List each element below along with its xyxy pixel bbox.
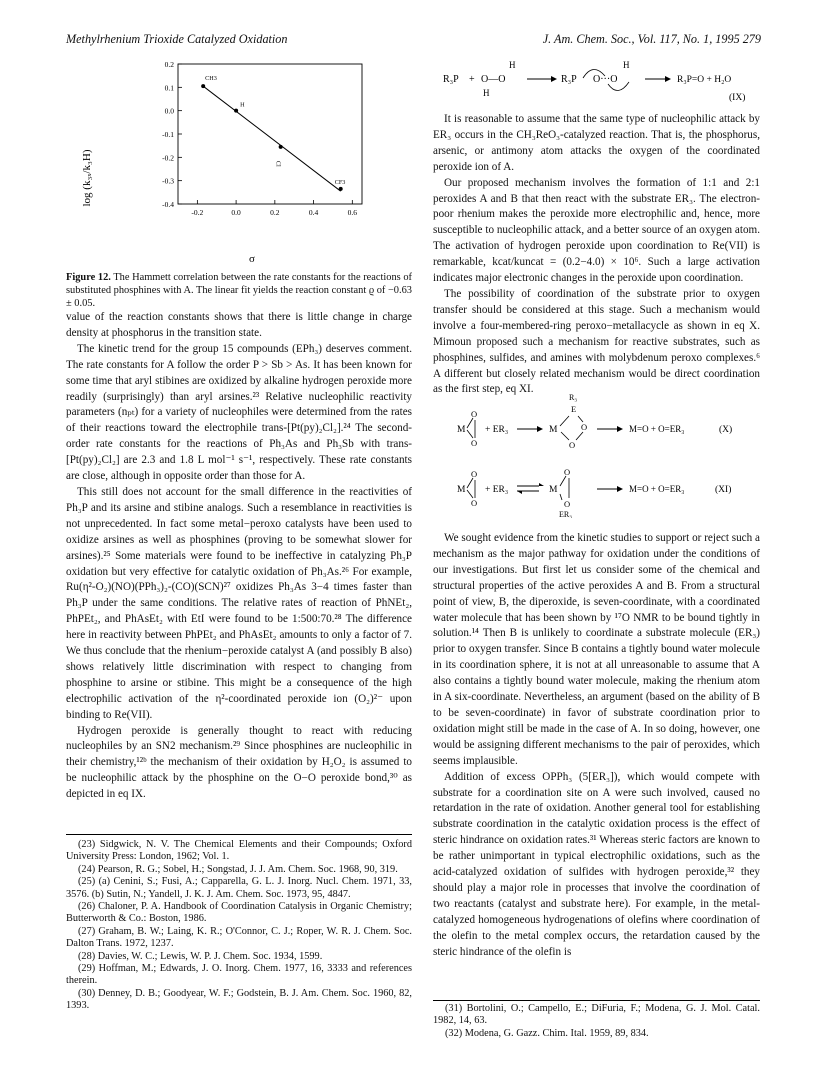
data-point-label: CF3 xyxy=(334,178,346,186)
scheme-xi-product: M=O + O=ER₃ xyxy=(629,484,685,494)
scheme-x-r3: R₃ xyxy=(569,393,578,402)
x-axis-label: σ xyxy=(249,253,255,265)
scheme-xi xyxy=(457,467,731,518)
equation-number: (XI) xyxy=(715,485,732,495)
svg-text:M: M xyxy=(457,485,466,495)
arrow-head xyxy=(551,76,557,82)
scheme-ix-h-top: H xyxy=(509,60,516,70)
chart-axes xyxy=(162,60,362,217)
chart-points xyxy=(201,75,345,191)
reference-item: (25) (a) Cenini, S.; Fusi, A.; Capparella, G. L. J. Inorg. Nucl. Chem. 1971, 33, 3576. (b) Sutin, N.; Yandell, J. K. J. Am. Chem. Soc. 1973, 95, 4847. xyxy=(66,876,412,900)
y-tick-label: -0.1 xyxy=(162,130,174,139)
data-point xyxy=(234,109,238,113)
paragraph: The possibility of coordination of the substrate prior to oxygen transfer should be considered at this stage. Such a mechanism would involve a four-membered-ring peroxo−metallacycle as shown in eq X. Mimoun proposed such a mechanism for reactive substrates, such as phosphines, sulfides, and amines with molybdenum peroxo complexes.⁶ A different but closely related mechanism would be direct coordination as the first step, eq XI. xyxy=(433,287,760,396)
svg-text:O: O xyxy=(564,499,571,509)
references-right xyxy=(433,1003,760,1040)
running-header xyxy=(66,32,761,48)
figure-caption-text: The Hammett correlation between the rate constants for the reactions of substituted phosphines with A. The linear fit yields the reaction constant ϱ of −0.63 ± 0.05. xyxy=(66,272,412,310)
equation-number: (X) xyxy=(719,425,733,435)
y-tick-label: 0.2 xyxy=(164,60,174,69)
scheme-x xyxy=(457,393,732,450)
scheme-ix-ts-r3p: R₃P xyxy=(561,74,577,85)
svg-text:M: M xyxy=(549,425,558,435)
scheme-ix-plus: + xyxy=(469,74,475,85)
y-tick-label: -0.4 xyxy=(162,200,174,209)
svg-text:M: M xyxy=(549,485,558,495)
arrow-head xyxy=(617,486,623,492)
scheme-xi-er3: ER₃ xyxy=(559,510,573,518)
y-tick-label: 0.1 xyxy=(164,83,174,93)
svg-text:O: O xyxy=(471,469,478,479)
arrow-head xyxy=(617,426,623,432)
reference-item: (32) Modena, G. Gazz. Chim. Ital. 1959, 89, 834. xyxy=(445,1027,649,1039)
equation-number: (IX) xyxy=(729,93,746,103)
svg-text:O: O xyxy=(569,440,576,450)
paragraph: We sought evidence from the kinetic studies to support or reject such a mechanism as the major pathway for oxidation under the conditions of our investigations. But first let us consider some of the chemical and structural properties of the active peroxides A and B. From a structural point of view, B, the diperoxide, is seven-coordinate, with a coordinated water molecule that has been shown by ¹⁷O NMR to be bound tightly in solution.¹⁴ Then B is unlikely to coordinate a substrate molecule (ER₃) prior to oxygen transfer. Since B contains a tightly bound water molecule in its coordination sphere, it is not at all unreasonable to assume that A also contains a tightly bound water molecule, making the rhenium atom in A six-coordinate. Nevertheless, an argument (based on the ability of B to be seven-coordinate) in favor of substrate coordination prior to oxidation might still be made in the case of A. In so doing, however, one would be assigning different mechanisms to the pair of peroxides, which seems implausible. xyxy=(433,532,760,767)
right-column-bottom xyxy=(433,531,760,960)
paragraph: This still does not account for the small difference in the reactivities of Ph₃P and its arsine and stibine analogs. Such a resemblance in reactivities is not unprecedented. In fact some metal−peroxo catalysts have been used to oxidize arsines as well as phosphines (proving to be somewhat slower for arsines).²⁵ Some materials were found to be ineffective in catalyzing Ph₃P oxidation but very effective for catalytic oxidation of Ph₃As.²⁶ For example, Ru(η²-O₂)(NO)(PPh₃)₂-(CO)(SCN)²⁷ oxidizes Ph₃As 3−4 times faster than Ph₃P under the same conditions. The relative rates of reaction of PhNEt₂, PhPEt₂, and PhAsEt₂ with EtI were found to be 1:500:70.²⁸ The difference here in reactivity between PhPEt₂ and PhAsEt₂ amounts to only a factor of 7. We thus conclude that the rhenium−peroxide catalyst A (and possibly B also) shows relatively little discrimination with respect to changing from phosphine to arsine or stibine. This might be a consequence of the high electrophilic activation of the η²-coordinated peroxide ion (O₂)²⁻ upon binding to Re(VII). xyxy=(66,485,412,721)
reference-item: (27) Graham, B. W.; Laing, K. R.; O'Connor, C. J.; Roper, W. R. J. Chem. Soc. Dalton Trans. 1972, 1237. xyxy=(66,925,412,950)
reference-item: (26) Chaloner, P. A. Handbook of Coordination Catalysis in Organic Chemistry; Butterworth & Co.: Boston, 1986. xyxy=(66,901,412,925)
paragraph: The kinetic trend for the group 15 compounds (EPh₃) deserves comment. The rate constants for A follow the order P > Sb > As. It has been known for some time that aryl stibines are oxidized by alkaline hydrogen peroxide more readily (surprisingly) than aryl arsines.²³ Relative nucleophilic reactivity parameters (nₚₜ) for a variety of nucleophiles were determined from the rates of their reactions toward the electrophile trans-[Pt(py)₂Cl₂].²⁴ The second-order rate constants for the reactions of Ph₃As and Ph₃Sb with trans-[Pt(py)₂Cl₂] are 2.3 and 1.8 L mol⁻¹ s⁻¹, respectively. These rate constants are close, although in opposite order than those for A. xyxy=(66,342,412,483)
data-point-label: Cl xyxy=(274,160,282,167)
paragraph: It is reasonable to assume that the same type of nucleophilic attack by ER₃ occurs in the CH₃ReO₃-catalyzed reaction. That is, the phosphorus, arsenic, or antimony atom attacks the oxygen of the coordinated peroxide ion of A. xyxy=(433,113,760,173)
svg-text:O: O xyxy=(471,438,478,448)
left-column xyxy=(66,310,412,803)
data-point-label: CH3 xyxy=(205,75,217,83)
right-column-top xyxy=(433,112,760,398)
y-tick-label: 0.0 xyxy=(164,106,174,116)
scheme-x-xi xyxy=(433,388,760,518)
y-tick-label: -0.2 xyxy=(162,153,174,163)
scheme-ix-peroxide: O—O xyxy=(481,74,506,85)
x-tick-label: -0.2 xyxy=(191,208,204,217)
svg-text:O: O xyxy=(581,422,588,432)
x-tick-label: 0.6 xyxy=(347,208,358,217)
svg-text:O: O xyxy=(471,498,478,508)
journal-citation: J. Am. Chem. Soc., Vol. 117, No. 1, 1995 279 xyxy=(542,32,761,46)
figure-caption-label: Figure 12. xyxy=(66,272,111,283)
scheme-ix-ts-h: H xyxy=(623,60,630,70)
arrow-head xyxy=(665,76,671,82)
x-tick-label: 0.0 xyxy=(231,208,241,217)
data-point xyxy=(339,187,343,191)
reference-item: (29) Hoffman, M.; Edwards, J. O. Inorg. Chem. 1977, 16, 3333 and references therein. xyxy=(66,963,412,987)
scheme-xi-reactant: + ER₃ xyxy=(485,485,509,495)
reference-item: (28) Davies, W. C.; Lewis, W. P. J. Chem. Soc. 1934, 1599. xyxy=(78,950,323,962)
scheme-x-product: M=O + O=ER₃ xyxy=(629,424,685,434)
arrow-head xyxy=(537,426,543,432)
x-tick-label: 0.2 xyxy=(270,208,280,217)
reference-item: (30) Denney, D. B.; Goodyear, W. F.; Godstein, B. J. Am. Chem. Soc. 1960, 82, 1393. xyxy=(66,987,412,1012)
paragraph: Hydrogen peroxide is generally thought to react with reducing nucleophiles by an SN2 mechanism.²⁹ Since phosphines are nucleophilic in their chemistry,¹²ᵇ the mechanism of their oxidation by H₂O₂ is assumed to be nucleophilic attack by the phosphine on the O−O peroxide bond,³⁰ as depicted in eq IX. xyxy=(66,724,412,801)
hammett-plot xyxy=(66,58,412,268)
reference-item: (31) Bortolini, O.; Campello, E.; DiFuria, F.; Modena, G. J. Mol. Catal. 1982, 14, 63. xyxy=(433,1003,760,1027)
data-point xyxy=(279,145,283,149)
scheme-ix xyxy=(433,54,760,110)
footnote-rule xyxy=(433,1000,760,1001)
data-point xyxy=(201,84,205,88)
footnote-rule xyxy=(66,834,412,835)
paragraph: Our proposed mechanism involves the formation of 1:1 and 2:1 peroxides A and B that then react with the substrate ER₃. The electron-poor rhenium makes the peroxide more electrophilic and, hence, more susceptible to nucleophilic attack, and a better source of an oxygen atom. The activation of hydrogen peroxide upon coordination to Re(VII) is remarkable, kcat/kuncat = (0.2−4.0) × 10⁶. Such a large activation indicates major electronic changes in the peroxide upon coordination. xyxy=(433,176,760,285)
references-left xyxy=(66,839,412,1013)
y-axis-label: log (k₃ₓ/k₃H) xyxy=(81,149,93,207)
paragraph: value of the reaction constants shows that there is little change in charge density at phosphorus in the transition state. xyxy=(66,311,412,339)
y-tick-label: -0.3 xyxy=(162,176,174,186)
reference-item: (24) Pearson, R. G.; Sobel, H.; Songstad, J. J. Am. Chem. Soc. 1968, 90, 319. xyxy=(78,863,398,875)
scheme-ix-ts-oo: O···O xyxy=(593,74,618,85)
paragraph: Addition of excess OPPh₃ (5[ER₃]), which would compete with substrate for a coordination site on A were such involved, caused no retardation in the rate of oxidation. Another general tool for establishing substrate coordination in the catalytic oxidation process is the effect of steric hindrance on oxidation rates.³¹ Whereas steric factors are known to be rather unimportant in typical electrophilic oxidations, such as the acid-catalyzed oxidation of sulfides with hydrogen peroxide,³² they should play a major role in processes that involve the coordination of two reactants (catalyst and substrate here). For example, in the metal-catalyzed homogeneous hydrogenations of olefins where coordination of the olefin to the metal complex occurs, the retardation caused by the steric hindrance of the olefin is xyxy=(433,770,760,958)
running-title: Methylrhenium Trioxide Catalyzed Oxidation xyxy=(66,32,288,46)
scheme-x-reactant: + ER₃ xyxy=(485,425,509,435)
x-tick-label: 0.4 xyxy=(308,208,319,217)
svg-text:O: O xyxy=(564,467,571,477)
data-point-label: H xyxy=(240,101,245,109)
scheme-ix-h-bot: H xyxy=(483,88,490,98)
scheme-ix-product: R₃P=O + H₂O xyxy=(677,75,732,85)
scheme-x-e: E xyxy=(571,404,577,414)
reference-item: (23) Sidgwick, N. V. The Chemical Elements and their Compounds; Oxford University Press: London, 1962; Vol. 1. xyxy=(66,839,412,863)
metal-label: M xyxy=(457,425,466,435)
scheme-ix-r3p: R₃P xyxy=(443,74,459,85)
figure-caption xyxy=(66,271,412,311)
fit-line xyxy=(203,86,341,191)
svg-text:O: O xyxy=(471,409,478,419)
